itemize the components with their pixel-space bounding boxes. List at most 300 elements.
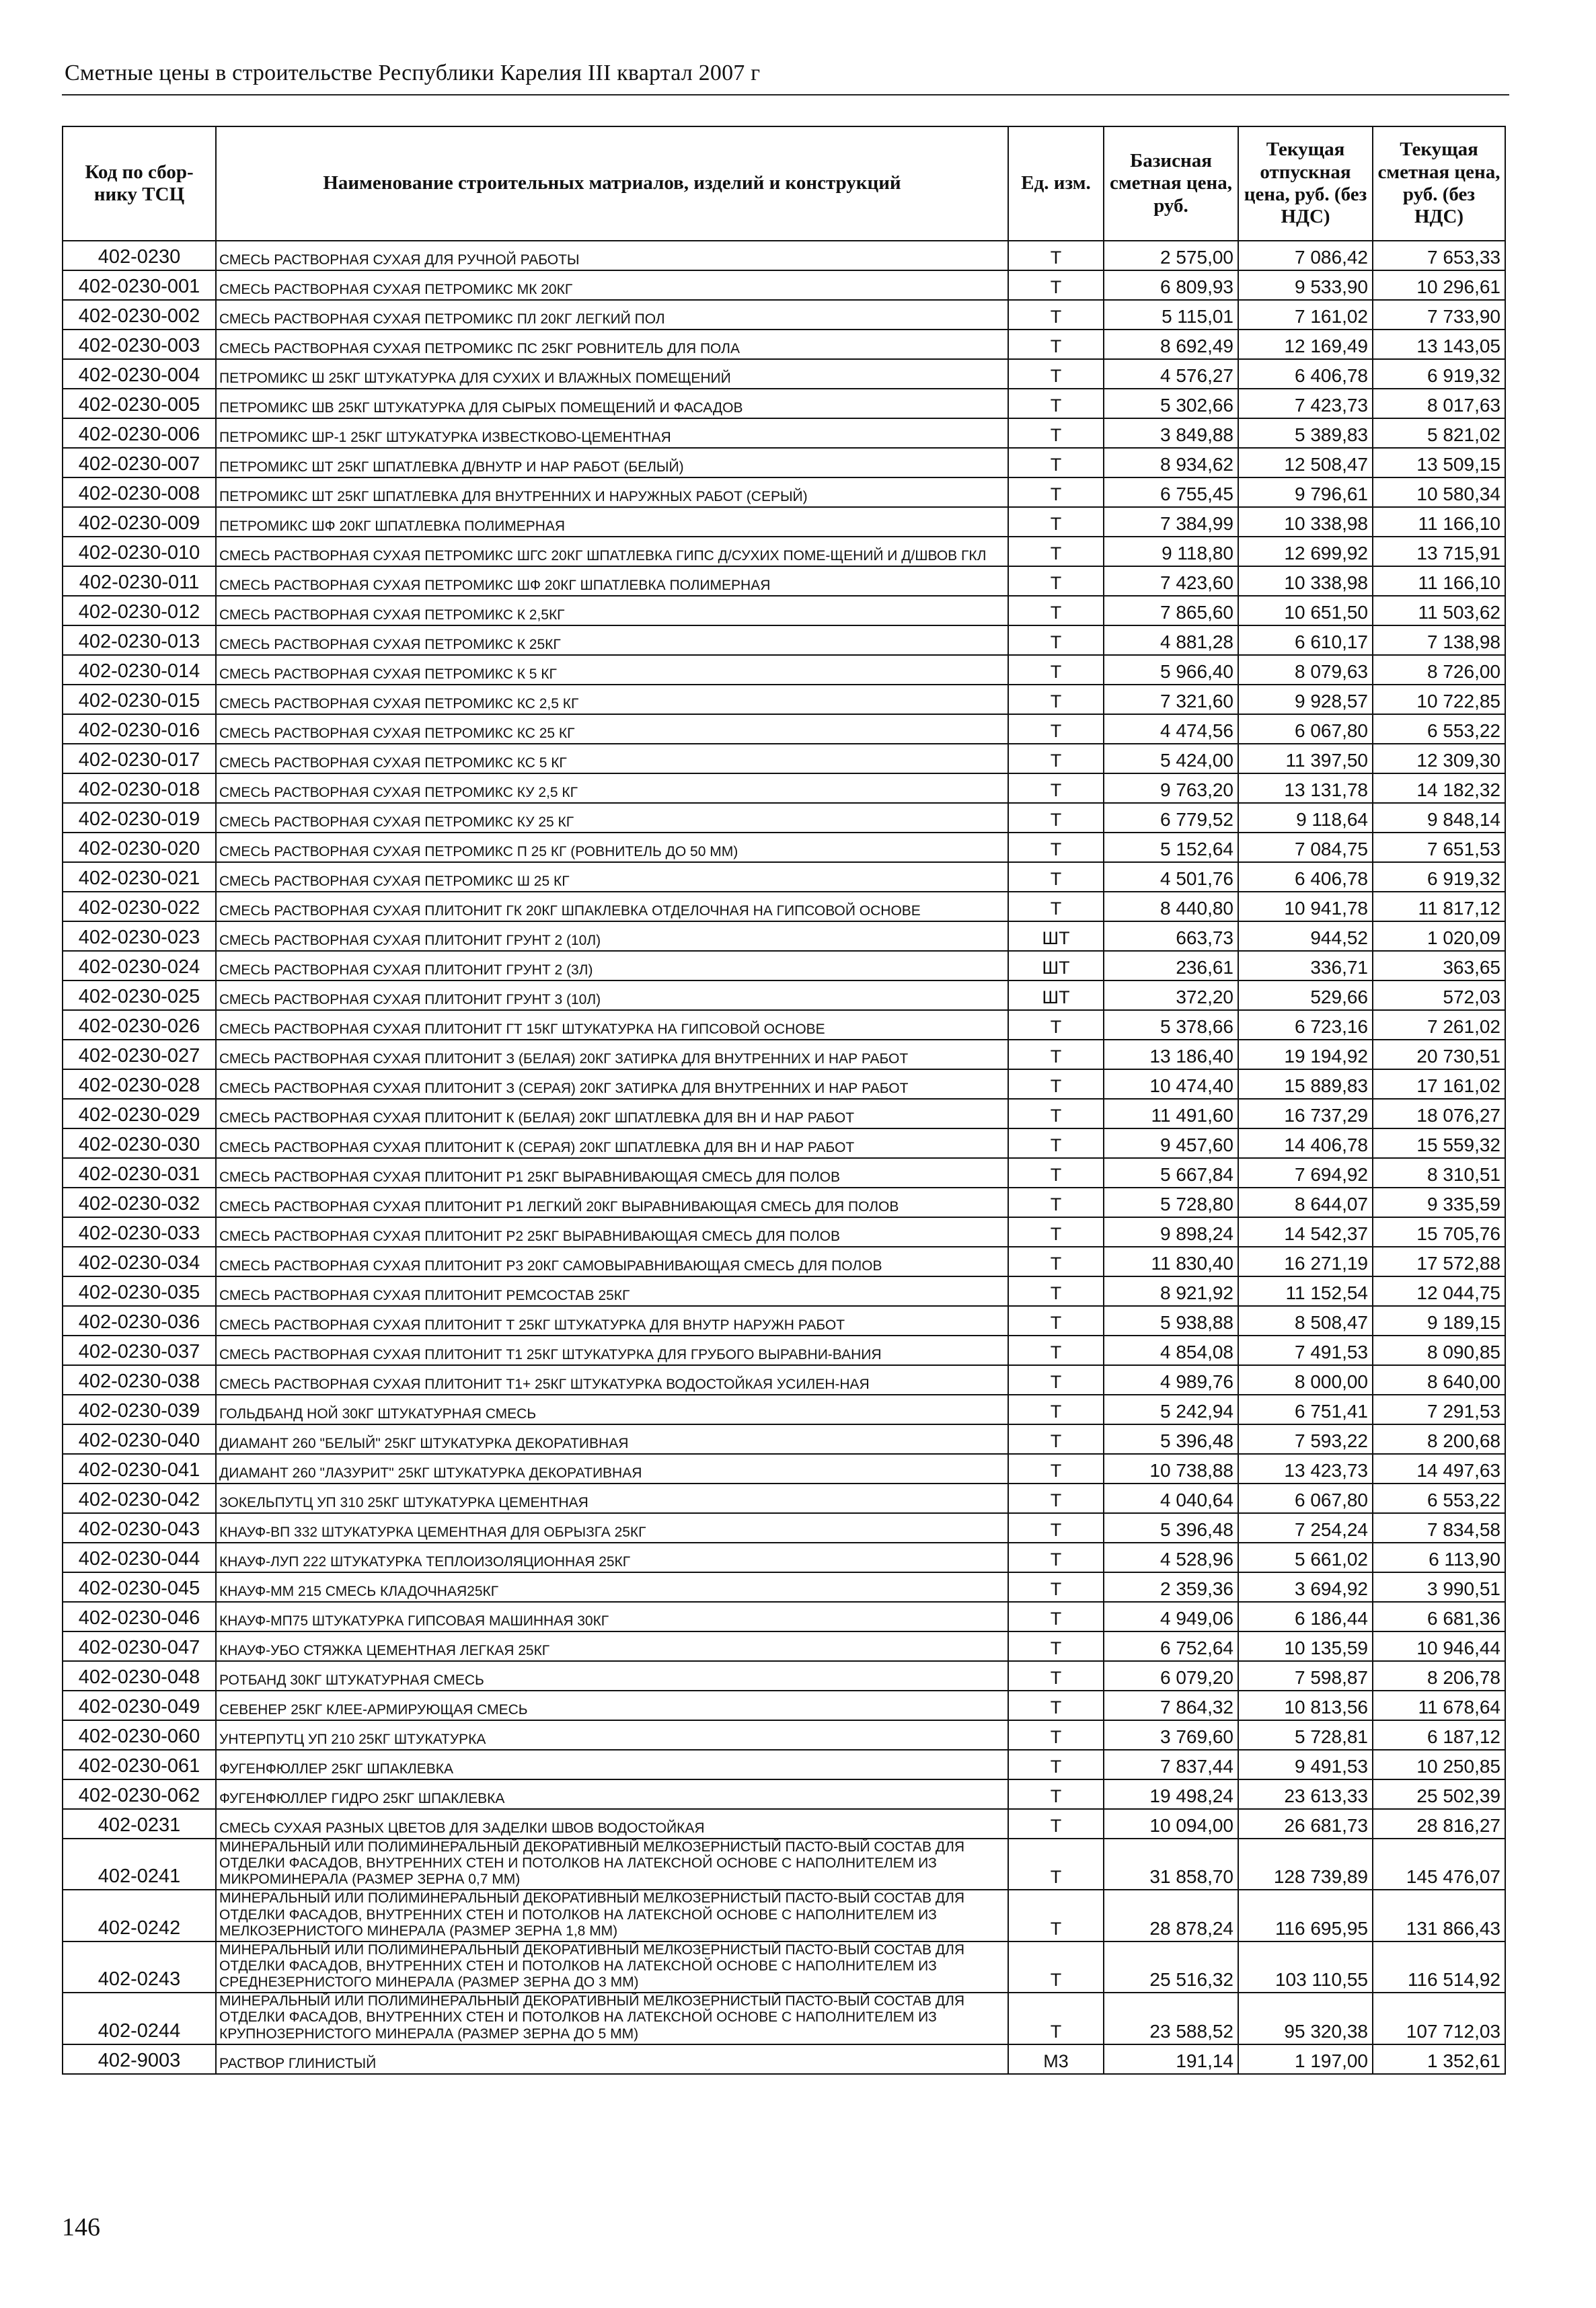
row-code: 402-0230-030 [63,1128,216,1158]
row-estimate-price: 13 509,15 [1373,448,1505,477]
row-estimate-price: 7 261,02 [1373,1010,1505,1040]
row-name: ФУГЕНФЮЛЛЕР 25КГ ШПАКЛЕВКА [216,1750,1008,1779]
row-unit: Т [1008,330,1104,359]
row-name: СМЕСЬ РАСТВОРНАЯ СУХАЯ ПЕТРОМИКС ПЛ 20КГ ЛЕГКИЙ ПОЛ [216,300,1008,330]
row-unit: Т [1008,685,1104,714]
row-estimate-price: 6 919,32 [1373,359,1505,389]
row-unit: Т [1008,892,1104,921]
row-release-price: 8 644,07 [1238,1188,1373,1217]
row-base-price: 191,14 [1104,2044,1238,2074]
row-estimate-price: 5 821,02 [1373,418,1505,448]
row-unit: Т [1008,1365,1104,1395]
row-code: 402-0230-047 [63,1631,216,1661]
row-base-price: 13 186,40 [1104,1040,1238,1069]
col-header-code: Код по сбор-нику ТСЦ [63,126,216,241]
row-code: 402-0230-038 [63,1365,216,1395]
row-unit: Т [1008,655,1104,685]
row-code: 402-0244 [63,1993,216,2044]
col-header-base-price: Базисная сметная цена, руб. [1104,126,1238,241]
table-body [63,241,1505,2074]
row-estimate-price: 9 335,59 [1373,1188,1505,1217]
row-unit: Т [1008,1779,1104,1809]
table-row [63,1890,1505,1941]
table-row [63,1010,1505,1040]
row-release-price: 6 067,80 [1238,714,1373,744]
row-name: СМЕСЬ РАСТВОРНАЯ СУХАЯ ПЕТРОМИКС КС 5 КГ [216,744,1008,773]
row-unit: Т [1008,389,1104,418]
row-name: СМЕСЬ РАСТВОРНАЯ СУХАЯ ПЛИТОНИТ ГК 20КГ ШПАКЛЕВКА ОТДЕЛОЧНАЯ НА ГИПСОВОЙ ОСНОВЕ [216,892,1008,921]
row-estimate-price: 10 946,44 [1373,1631,1505,1661]
row-code: 402-0230-043 [63,1513,216,1543]
row-unit: Т [1008,300,1104,330]
table-row [63,1128,1505,1158]
table-row [63,980,1505,1010]
row-unit: Т [1008,1809,1104,1839]
row-name: СМЕСЬ РАСТВОРНАЯ СУХАЯ ПЛИТОНИТ ГРУНТ 2 (3Л) [216,951,1008,980]
row-unit: Т [1008,744,1104,773]
table-row [63,1602,1505,1631]
row-release-price: 7 086,42 [1238,241,1373,270]
row-base-price: 11 491,60 [1104,1099,1238,1128]
row-unit: Т [1008,1513,1104,1543]
row-name: СМЕСЬ РАСТВОРНАЯ СУХАЯ ПЕТРОМИКС МК 20КГ [216,270,1008,300]
table-row [63,1691,1505,1720]
row-code: 402-0230-045 [63,1572,216,1602]
row-estimate-price: 6 187,12 [1373,1720,1505,1750]
row-unit: Т [1008,773,1104,803]
row-estimate-price: 6 553,22 [1373,1484,1505,1513]
row-release-price: 12 508,47 [1238,448,1373,477]
row-base-price: 372,20 [1104,980,1238,1010]
table-row [63,744,1505,773]
row-base-price: 4 474,56 [1104,714,1238,744]
row-release-price: 103 110,55 [1238,1941,1373,1993]
table-row [63,477,1505,507]
table-row [63,1809,1505,1839]
row-name: СМЕСЬ РАСТВОРНАЯ СУХАЯ ПЛИТОНИТ К (СЕРАЯ) 20КГ ШПАТЛЕВКА ДЛЯ ВН И НАР РАБОТ [216,1128,1008,1158]
row-name: ГОЛЬДБАНД НОЙ 30КГ ШТУКАТУРНАЯ СМЕСЬ [216,1395,1008,1424]
row-base-price: 28 878,24 [1104,1890,1238,1941]
row-name: КНАУФ-ММ 215 СМЕСЬ КЛАДОЧНАЯ25КГ [216,1572,1008,1602]
row-unit: Т [1008,714,1104,744]
row-estimate-price: 8 640,00 [1373,1365,1505,1395]
row-release-price: 6 067,80 [1238,1484,1373,1513]
col-header-estimate-price: Текущая сметная цена, руб. (без НДС) [1373,126,1505,241]
row-estimate-price: 8 017,63 [1373,389,1505,418]
row-estimate-price: 7 138,98 [1373,625,1505,655]
table-row [63,1572,1505,1602]
row-unit: Т [1008,1395,1104,1424]
row-base-price: 5 424,00 [1104,744,1238,773]
table-row [63,1395,1505,1424]
row-release-price: 1 197,00 [1238,2044,1373,2074]
row-code: 402-0230-029 [63,1099,216,1128]
table-row [63,1839,1505,1890]
row-base-price: 5 115,01 [1104,300,1238,330]
table-row [63,507,1505,537]
row-base-price: 10 738,88 [1104,1454,1238,1484]
row-base-price: 7 321,60 [1104,685,1238,714]
row-code: 402-0230-061 [63,1750,216,1779]
row-release-price: 6 406,78 [1238,862,1373,892]
row-code: 402-0230-024 [63,951,216,980]
row-base-price: 6 755,45 [1104,477,1238,507]
row-release-price: 7 161,02 [1238,300,1373,330]
row-code: 402-0230-049 [63,1691,216,1720]
row-code: 402-0230-035 [63,1276,216,1306]
row-release-price: 10 651,50 [1238,596,1373,625]
table-row [63,596,1505,625]
row-estimate-price: 17 161,02 [1373,1069,1505,1099]
row-release-price: 10 338,98 [1238,566,1373,596]
table-row [63,1040,1505,1069]
row-release-price: 529,66 [1238,980,1373,1010]
row-base-price: 5 242,94 [1104,1395,1238,1424]
price-table [62,126,1506,2075]
row-base-price: 23 588,52 [1104,1993,1238,2044]
row-base-price: 8 440,80 [1104,892,1238,921]
row-base-price: 19 498,24 [1104,1779,1238,1809]
row-unit: Т [1008,625,1104,655]
row-estimate-price: 9 848,14 [1373,803,1505,833]
row-name: ПЕТРОМИКС ШВ 25КГ ШТУКАТУРКА ДЛЯ СЫРЫХ ПОМЕЩЕНИЙ И ФАСАДОВ [216,389,1008,418]
row-unit: Т [1008,477,1104,507]
row-name: СМЕСЬ РАСТВОРНАЯ СУХАЯ ПЕТРОМИКС К 25КГ [216,625,1008,655]
row-unit: Т [1008,1839,1104,1890]
row-estimate-price: 28 816,27 [1373,1809,1505,1839]
row-name: МИНЕРАЛЬНЫЙ ИЛИ ПОЛИМИНЕРАЛЬНЫЙ ДЕКОРАТИВНЫЙ МЕЛКОЗЕРНИСТЫЙ ПАСТО-ВЫЙ СОСТАВ ДЛЯ ОТДЕЛКИ ФАСАДОВ, ВНУТРЕННИХ СТЕН И ПОТОЛКОВ НА ЛАТЕКСНОЙ ОСНОВЕ С НАПОЛНИТЕЛЕМ ИЗ СРЕДНЕЗЕРНИСТОГО МИНЕРАЛА (РАЗМЕР ЗЕРНА ДО 3 ММ) [216,1941,1008,1993]
row-base-price: 8 921,92 [1104,1276,1238,1306]
row-release-price: 10 338,98 [1238,507,1373,537]
row-unit: Т [1008,1454,1104,1484]
row-code: 402-0230-006 [63,418,216,448]
row-release-price: 128 739,89 [1238,1839,1373,1890]
row-base-price: 4 040,64 [1104,1484,1238,1513]
row-code: 402-0230-004 [63,359,216,389]
table-row [63,270,1505,300]
table-row [63,685,1505,714]
row-name: СМЕСЬ РАСТВОРНАЯ СУХАЯ ПЛИТОНИТ Р2 25КГ ВЫРАВНИВАЮЩАЯ СМЕСЬ ДЛЯ ПОЛОВ [216,1217,1008,1247]
row-base-price: 4 501,76 [1104,862,1238,892]
row-base-price: 11 830,40 [1104,1247,1238,1276]
row-unit: Т [1008,1040,1104,1069]
row-release-price: 5 728,81 [1238,1720,1373,1750]
table-row [63,1306,1505,1336]
row-name: СМЕСЬ РАСТВОРНАЯ СУХАЯ ПЕТРОМИКС К 5 КГ [216,655,1008,685]
row-name: СМЕСЬ РАСТВОРНАЯ СУХАЯ ПЕТРОМИКС Ш 25 КГ [216,862,1008,892]
row-unit: Т [1008,359,1104,389]
row-unit: Т [1008,1336,1104,1365]
row-code: 402-0230-002 [63,300,216,330]
row-base-price: 2 359,36 [1104,1572,1238,1602]
row-name: СМЕСЬ РАСТВОРНАЯ СУХАЯ ПЕТРОМИКС К 2,5КГ [216,596,1008,625]
row-base-price: 4 854,08 [1104,1336,1238,1365]
row-name: СМЕСЬ РАСТВОРНАЯ СУХАЯ ПЛИТОНИТ РЕМСОСТАВ 25КГ [216,1276,1008,1306]
row-estimate-price: 7 834,58 [1373,1513,1505,1543]
row-estimate-price: 6 113,90 [1373,1543,1505,1572]
row-release-price: 7 598,87 [1238,1661,1373,1691]
row-base-price: 5 966,40 [1104,655,1238,685]
row-release-price: 6 406,78 [1238,359,1373,389]
row-estimate-price: 10 722,85 [1373,685,1505,714]
row-name: СМЕСЬ РАСТВОРНАЯ СУХАЯ ПЛИТОНИТ ГРУНТ 2 (10Л) [216,921,1008,951]
row-unit: Т [1008,1890,1104,1941]
table-row [63,1069,1505,1099]
row-name: ДИАМАНТ 260 "БЕЛЫЙ" 25КГ ШТУКАТУРКА ДЕКОРАТИВНАЯ [216,1424,1008,1454]
row-estimate-price: 14 497,63 [1373,1454,1505,1484]
row-estimate-price: 9 189,15 [1373,1306,1505,1336]
row-release-price: 11 397,50 [1238,744,1373,773]
row-estimate-price: 13 143,05 [1373,330,1505,359]
row-estimate-price: 15 559,32 [1373,1128,1505,1158]
row-unit: Т [1008,1572,1104,1602]
row-unit: Т [1008,1750,1104,1779]
row-code: 402-0230-011 [63,566,216,596]
table-row [63,1365,1505,1395]
row-name: РОТБАНД 30КГ ШТУКАТУРНАЯ СМЕСЬ [216,1661,1008,1691]
row-base-price: 10 474,40 [1104,1069,1238,1099]
row-unit: Т [1008,1069,1104,1099]
row-base-price: 7 423,60 [1104,566,1238,596]
row-name: СМЕСЬ РАСТВОРНАЯ СУХАЯ ПЛИТОНИТ З (СЕРАЯ) 20КГ ЗАТИРКА ДЛЯ ВНУТРЕННИХ И НАР РАБОТ [216,1069,1008,1099]
row-unit: Т [1008,418,1104,448]
row-release-price: 10 941,78 [1238,892,1373,921]
row-release-price: 116 695,95 [1238,1890,1373,1941]
row-unit: Т [1008,1306,1104,1336]
row-release-price: 14 542,37 [1238,1217,1373,1247]
row-release-price: 14 406,78 [1238,1128,1373,1158]
row-name: СМЕСЬ РАСТВОРНАЯ СУХАЯ ПЕТРОМИКС КС 25 КГ [216,714,1008,744]
row-code: 402-0230-009 [63,507,216,537]
row-unit: Т [1008,1158,1104,1188]
row-code: 402-0230-012 [63,596,216,625]
table-row [63,1631,1505,1661]
row-release-price: 6 723,16 [1238,1010,1373,1040]
row-code: 402-0230-033 [63,1217,216,1247]
row-estimate-price: 11 503,62 [1373,596,1505,625]
row-base-price: 9 763,20 [1104,773,1238,803]
table-row [63,655,1505,685]
row-estimate-price: 6 553,22 [1373,714,1505,744]
row-name: СМЕСЬ РАСТВОРНАЯ СУХАЯ ПЕТРОМИКС ПС 25КГ РОВНИТЕЛЬ ДЛЯ ПОЛА [216,330,1008,359]
row-name: СМЕСЬ РАСТВОРНАЯ СУХАЯ ПЕТРОМИКС КУ 25 КГ [216,803,1008,833]
table-row [63,1720,1505,1750]
row-release-price: 7 423,73 [1238,389,1373,418]
row-release-price: 15 889,83 [1238,1069,1373,1099]
row-unit: Т [1008,1720,1104,1750]
row-unit: Т [1008,803,1104,833]
table-row [63,714,1505,744]
table-row [63,418,1505,448]
row-release-price: 8 079,63 [1238,655,1373,685]
row-release-price: 8 000,00 [1238,1365,1373,1395]
table-row [63,625,1505,655]
row-code: 402-0230-022 [63,892,216,921]
table-row [63,566,1505,596]
row-estimate-price: 25 502,39 [1373,1779,1505,1809]
table-row [63,1424,1505,1454]
row-code: 402-0230-001 [63,270,216,300]
table-row [63,1247,1505,1276]
row-base-price: 5 667,84 [1104,1158,1238,1188]
row-estimate-price: 572,03 [1373,980,1505,1010]
row-estimate-price: 11 166,10 [1373,566,1505,596]
row-estimate-price: 13 715,91 [1373,537,1505,566]
row-release-price: 6 610,17 [1238,625,1373,655]
row-estimate-price: 145 476,07 [1373,1839,1505,1890]
row-name: СМЕСЬ РАСТВОРНАЯ СУХАЯ ПЕТРОМИКС ШГС 20КГ ШПАТЛЕВКА ГИПС Д/СУХИХ ПОМЕ-ЩЕНИЙ И Д/ШВОВ ГКЛ [216,537,1008,566]
row-estimate-price: 7 291,53 [1373,1395,1505,1424]
row-code: 402-0230-013 [63,625,216,655]
row-code: 402-0230 [63,241,216,270]
table-row [63,448,1505,477]
row-name: СМЕСЬ РАСТВОРНАЯ СУХАЯ ПЕТРОМИКС КУ 2,5 КГ [216,773,1008,803]
row-code: 402-0242 [63,1890,216,1941]
row-name: ЗОКЕЛЬПУТЦ УП 310 25КГ ШТУКАТУРКА ЦЕМЕНТНАЯ [216,1484,1008,1513]
row-estimate-price: 12 309,30 [1373,744,1505,773]
row-code: 402-0230-010 [63,537,216,566]
row-release-price: 9 928,57 [1238,685,1373,714]
row-unit: Т [1008,1602,1104,1631]
document-header: Сметные цены в строительстве Республики Карелия III квартал 2007 г [65,61,761,85]
row-release-price: 16 737,29 [1238,1099,1373,1128]
row-code: 402-0230-060 [63,1720,216,1750]
row-release-price: 10 813,56 [1238,1691,1373,1720]
table-row [63,1941,1505,1993]
row-estimate-price: 363,65 [1373,951,1505,980]
row-base-price: 4 881,28 [1104,625,1238,655]
row-unit: Т [1008,537,1104,566]
row-unit: Т [1008,270,1104,300]
row-name: МИНЕРАЛЬНЫЙ ИЛИ ПОЛИМИНЕРАЛЬНЫЙ ДЕКОРАТИВНЫЙ МЕЛКОЗЕРНИСТЫЙ ПАСТО-ВЫЙ СОСТАВ ДЛЯ ОТДЕЛКИ ФАСАДОВ, ВНУТРЕННИХ СТЕН И ПОТОЛКОВ НА ЛАТЕКСНОЙ ОСНОВЕ С НАПОЛНИТЕЛЕМ ИЗ МЕЛКОЗЕРНИСТОГО МИНЕРАЛА (РАЗМЕР ЗЕРНА 1,8 ММ) [216,1890,1008,1941]
row-estimate-price: 7 653,33 [1373,241,1505,270]
row-estimate-price: 11 678,64 [1373,1691,1505,1720]
row-base-price: 4 576,27 [1104,359,1238,389]
row-code: 402-0230-044 [63,1543,216,1572]
row-unit: Т [1008,1276,1104,1306]
table-row [63,241,1505,270]
row-unit: Т [1008,1217,1104,1247]
row-base-price: 6 079,20 [1104,1661,1238,1691]
row-code: 402-0230-019 [63,803,216,833]
row-name: СМЕСЬ РАСТВОРНАЯ СУХАЯ ПЛИТОНИТ К (БЕЛАЯ) 20КГ ШПАТЛЕВКА ДЛЯ ВН И НАР РАБОТ [216,1099,1008,1128]
row-name: ПЕТРОМИКС ШТ 25КГ ШПАТЛЕВКА Д/ВНУТР И НАР РАБОТ (БЕЛЫЙ) [216,448,1008,477]
row-base-price: 3 849,88 [1104,418,1238,448]
row-release-price: 7 593,22 [1238,1424,1373,1454]
table-row [63,1484,1505,1513]
row-base-price: 6 809,93 [1104,270,1238,300]
row-name: КНАУФ-УБО СТЯЖКА ЦЕМЕНТНАЯ ЛЕГКАЯ 25КГ [216,1631,1008,1661]
row-base-price: 3 769,60 [1104,1720,1238,1750]
row-base-price: 5 396,48 [1104,1424,1238,1454]
row-estimate-price: 1 352,61 [1373,2044,1505,2074]
row-code: 402-0230-028 [63,1069,216,1099]
row-code: 402-0230-003 [63,330,216,359]
table-row [63,1993,1505,2044]
row-unit: Т [1008,862,1104,892]
table-row [63,1158,1505,1188]
row-release-price: 11 152,54 [1238,1276,1373,1306]
row-release-price: 6 751,41 [1238,1395,1373,1424]
row-estimate-price: 17 572,88 [1373,1247,1505,1276]
row-estimate-price: 11 817,12 [1373,892,1505,921]
row-unit: ШТ [1008,921,1104,951]
row-release-price: 12 169,49 [1238,330,1373,359]
table-row [63,1661,1505,1691]
row-unit: Т [1008,1941,1104,1993]
table-row [63,1454,1505,1484]
row-name: СМЕСЬ РАСТВОРНАЯ СУХАЯ ПЛИТОНИТ Р1 ЛЕГКИЙ 20КГ ВЫРАВНИВАЮЩАЯ СМЕСЬ ДЛЯ ПОЛОВ [216,1188,1008,1217]
table-row [63,1276,1505,1306]
row-name: ПЕТРОМИКС ШР-1 25КГ ШТУКАТУРКА ИЗВЕСТКОВО-ЦЕМЕНТНАЯ [216,418,1008,448]
row-unit: Т [1008,1188,1104,1217]
row-code: 402-0230-018 [63,773,216,803]
row-code: 402-0230-032 [63,1188,216,1217]
row-name: СМЕСЬ РАСТВОРНАЯ СУХАЯ ДЛЯ РУЧНОЙ РАБОТЫ [216,241,1008,270]
table-row [63,862,1505,892]
row-estimate-price: 3 990,51 [1373,1572,1505,1602]
row-unit: Т [1008,448,1104,477]
row-estimate-price: 8 200,68 [1373,1424,1505,1454]
row-unit: Т [1008,1247,1104,1276]
table-row [63,951,1505,980]
row-name: СМЕСЬ РАСТВОРНАЯ СУХАЯ ПЕТРОМИКС ШФ 20КГ ШПАТЛЕВКА ПОЛИМЕРНАЯ [216,566,1008,596]
row-unit: Т [1008,1099,1104,1128]
row-name: КНАУФ-ЛУП 222 ШТУКАТУРКА ТЕПЛОИЗОЛЯЦИОННАЯ 25КГ [216,1543,1008,1572]
row-base-price: 25 516,32 [1104,1941,1238,1993]
row-name: СМЕСЬ РАСТВОРНАЯ СУХАЯ ПЛИТОНИТ Р1 25КГ ВЫРАВНИВАЮЩАЯ СМЕСЬ ДЛЯ ПОЛОВ [216,1158,1008,1188]
row-name: МИНЕРАЛЬНЫЙ ИЛИ ПОЛИМИНЕРАЛЬНЫЙ ДЕКОРАТИВНЫЙ МЕЛКОЗЕРНИСТЫЙ ПАСТО-ВЫЙ СОСТАВ ДЛЯ ОТДЕЛКИ ФАСАДОВ, ВНУТРЕННИХ СТЕН И ПОТОЛКОВ НА ЛАТЕКСНОЙ ОСНОВЕ С НАПОЛНИТЕЛЕМ ИЗ МИКРОМИНЕРАЛА (РАЗМЕР ЗЕРНА 0,7 ММ) [216,1839,1008,1890]
row-name: КНАУФ-МП75 ШТУКАТУРКА ГИПСОВАЯ МАШИННАЯ 30КГ [216,1602,1008,1631]
row-release-price: 5 389,83 [1238,418,1373,448]
table-row [63,1513,1505,1543]
col-header-name: Наименование строительных матриалов, изделий и конструкций [216,126,1008,241]
row-name: СМЕСЬ РАСТВОРНАЯ СУХАЯ ПЛИТОНИТ Т1+ 25КГ ШТУКАТУРКА ВОДОСТОЙКАЯ УСИЛЕН-НАЯ [216,1365,1008,1395]
row-base-price: 9 118,80 [1104,537,1238,566]
row-base-price: 4 949,06 [1104,1602,1238,1631]
row-base-price: 9 457,60 [1104,1128,1238,1158]
row-code: 402-0230-046 [63,1602,216,1631]
row-code: 402-0230-014 [63,655,216,685]
row-estimate-price: 6 919,32 [1373,862,1505,892]
row-unit: Т [1008,833,1104,862]
row-unit: Т [1008,1128,1104,1158]
row-release-price: 7 254,24 [1238,1513,1373,1543]
table-row [63,330,1505,359]
row-base-price: 6 752,64 [1104,1631,1238,1661]
row-release-price: 13 423,73 [1238,1454,1373,1484]
row-base-price: 5 396,48 [1104,1513,1238,1543]
row-base-price: 2 575,00 [1104,241,1238,270]
row-estimate-price: 8 090,85 [1373,1336,1505,1365]
row-estimate-price: 131 866,43 [1373,1890,1505,1941]
row-code: 402-0230-042 [63,1484,216,1513]
row-estimate-price: 15 705,76 [1373,1217,1505,1247]
row-code: 402-0230-040 [63,1424,216,1454]
row-release-price: 5 661,02 [1238,1543,1373,1572]
table-row [63,537,1505,566]
col-header-unit: Ед. изм. [1008,126,1104,241]
table-row [63,359,1505,389]
row-code: 402-0230-015 [63,685,216,714]
row-estimate-price: 10 250,85 [1373,1750,1505,1779]
table-row [63,1336,1505,1365]
row-name: ДИАМАНТ 260 "ЛАЗУРИТ" 25КГ ШТУКАТУРКА ДЕКОРАТИВНАЯ [216,1454,1008,1484]
row-estimate-price: 8 310,51 [1373,1158,1505,1188]
row-unit: Т [1008,566,1104,596]
table-row [63,2044,1505,2074]
table-row [63,1217,1505,1247]
